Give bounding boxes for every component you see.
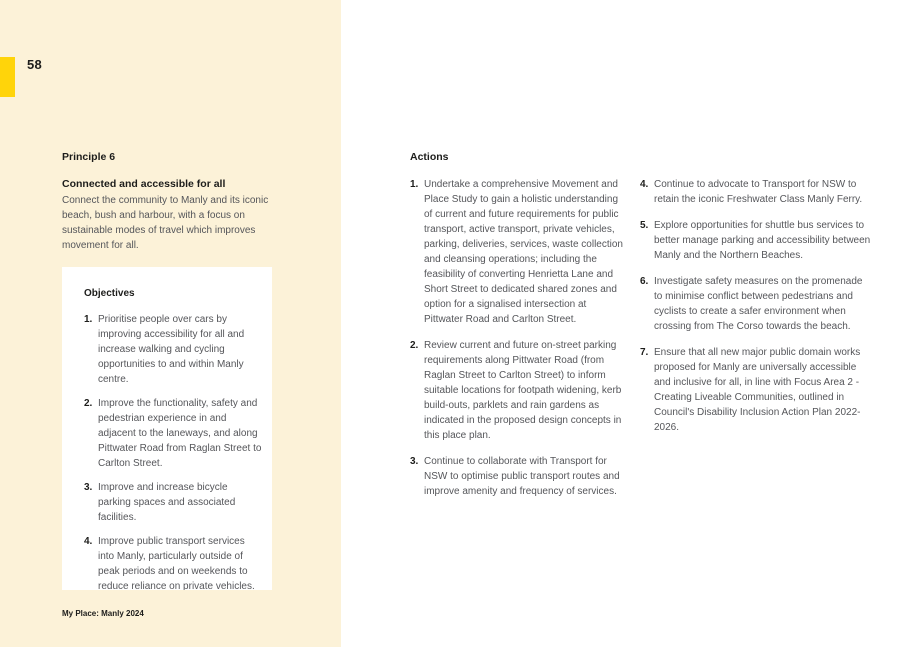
objectives-list [84, 312, 262, 590]
list-item-number: 1. [84, 314, 93, 325]
list-item-text: Explore opportunities for shuttle bus services to better manage parking and accessibility between Manly and the Northern Beaches. [654, 220, 871, 261]
actions-columns [410, 177, 872, 510]
objectives-box [62, 267, 272, 590]
list-item-number: 5. [640, 220, 649, 231]
list-item [410, 177, 626, 327]
list-item-number: 4. [84, 536, 93, 547]
list-item-text: Improve public transport services into Manly, particularly outside of peak periods and on weekends to reduce reliance on private vehicles. [98, 536, 255, 590]
left-panel [0, 0, 341, 647]
actions-column-1 [410, 177, 626, 510]
list-item [640, 177, 872, 207]
list-item-number: 3. [410, 456, 419, 467]
footer-text: My Place: Manly 2024 [62, 609, 144, 618]
actions-section [410, 151, 872, 510]
list-item [84, 480, 262, 525]
list-item [84, 396, 262, 471]
principle-description: Connect the community to Manly and its iconic beach, bush and harbour, with a focus on sustainable modes of travel which improves movement for all. [62, 195, 269, 251]
list-item-text: Improve and increase bicycle parking spaces and associated facilities. [98, 482, 236, 523]
list-item-number: 7. [640, 347, 649, 358]
list-item-number: 2. [410, 340, 419, 351]
list-item-text: Investigate safety measures on the promenade to minimise conflict between pedestrians and cyclists to create a safer environment when crossing from The Corso towards the beach. [654, 276, 863, 332]
actions-column-2 [640, 177, 872, 510]
list-item-number: 1. [410, 179, 419, 190]
list-item [640, 345, 872, 435]
list-item [84, 534, 262, 590]
principle-section [62, 151, 272, 253]
list-item [410, 454, 626, 499]
actions-heading: Actions [410, 151, 449, 163]
list-item-text: Continue to advocate to Transport for NSW to retain the iconic Freshwater Class Manly Ferry. [654, 179, 863, 205]
principle-title: Connected and accessible for all [62, 178, 226, 190]
principle-label: Principle 6 [62, 151, 116, 163]
list-item-text: Continue to collaborate with Transport for NSW to optimise public transport routes and improve amenity and frequency of services. [424, 456, 620, 497]
list-item [84, 312, 262, 387]
list-item-text: Prioritise people over cars by improving accessibility for all and increase walking and cycling opportunities to and within Manly centre. [98, 314, 245, 385]
list-item-text: Review current and future on-street parking requirements along Pittwater Road (from Raglan Street to Carlton Street) to inform suitable locations for footpath widening, kerb build-outs, parklets and rain gardens as indicated in the proposed design concepts in this place plan. [424, 340, 622, 441]
list-item-text: Undertake a comprehensive Movement and Place Study to gain a holistic understanding of current and future requirements for public transport, active transport, private vehicles, parking, deliveries, services, waste collection and cleansing operations; including the feasibility of converting Henrietta Lane and Short Street to dedicated shared zones and option for a signalised intersection at Pittwater Road and Carlton Street. [424, 179, 623, 325]
list-item [410, 338, 626, 443]
list-item [640, 218, 872, 263]
list-item-text: Improve the functionality, safety and pedestrian experience in and adjacent to the laneways, and along Pittwater Road from Raglan Street to Carlton Street. [98, 398, 262, 469]
page-tab-marker [0, 57, 15, 97]
list-item-number: 2. [84, 398, 93, 409]
list-item-number: 3. [84, 482, 93, 493]
list-item-text: Ensure that all new major public domain works proposed for Manly are universally accessible and inclusive for all, in line with Focus Area 2 - Creating Liveable Communities, outlined in Council's Disability Inclusion Action Plan 2022-2026. [654, 347, 861, 433]
page-number: 58 [27, 57, 43, 72]
list-item-number: 4. [640, 179, 649, 190]
list-item [640, 274, 872, 334]
list-item-number: 6. [640, 276, 649, 287]
objectives-heading: Objectives [84, 288, 135, 299]
